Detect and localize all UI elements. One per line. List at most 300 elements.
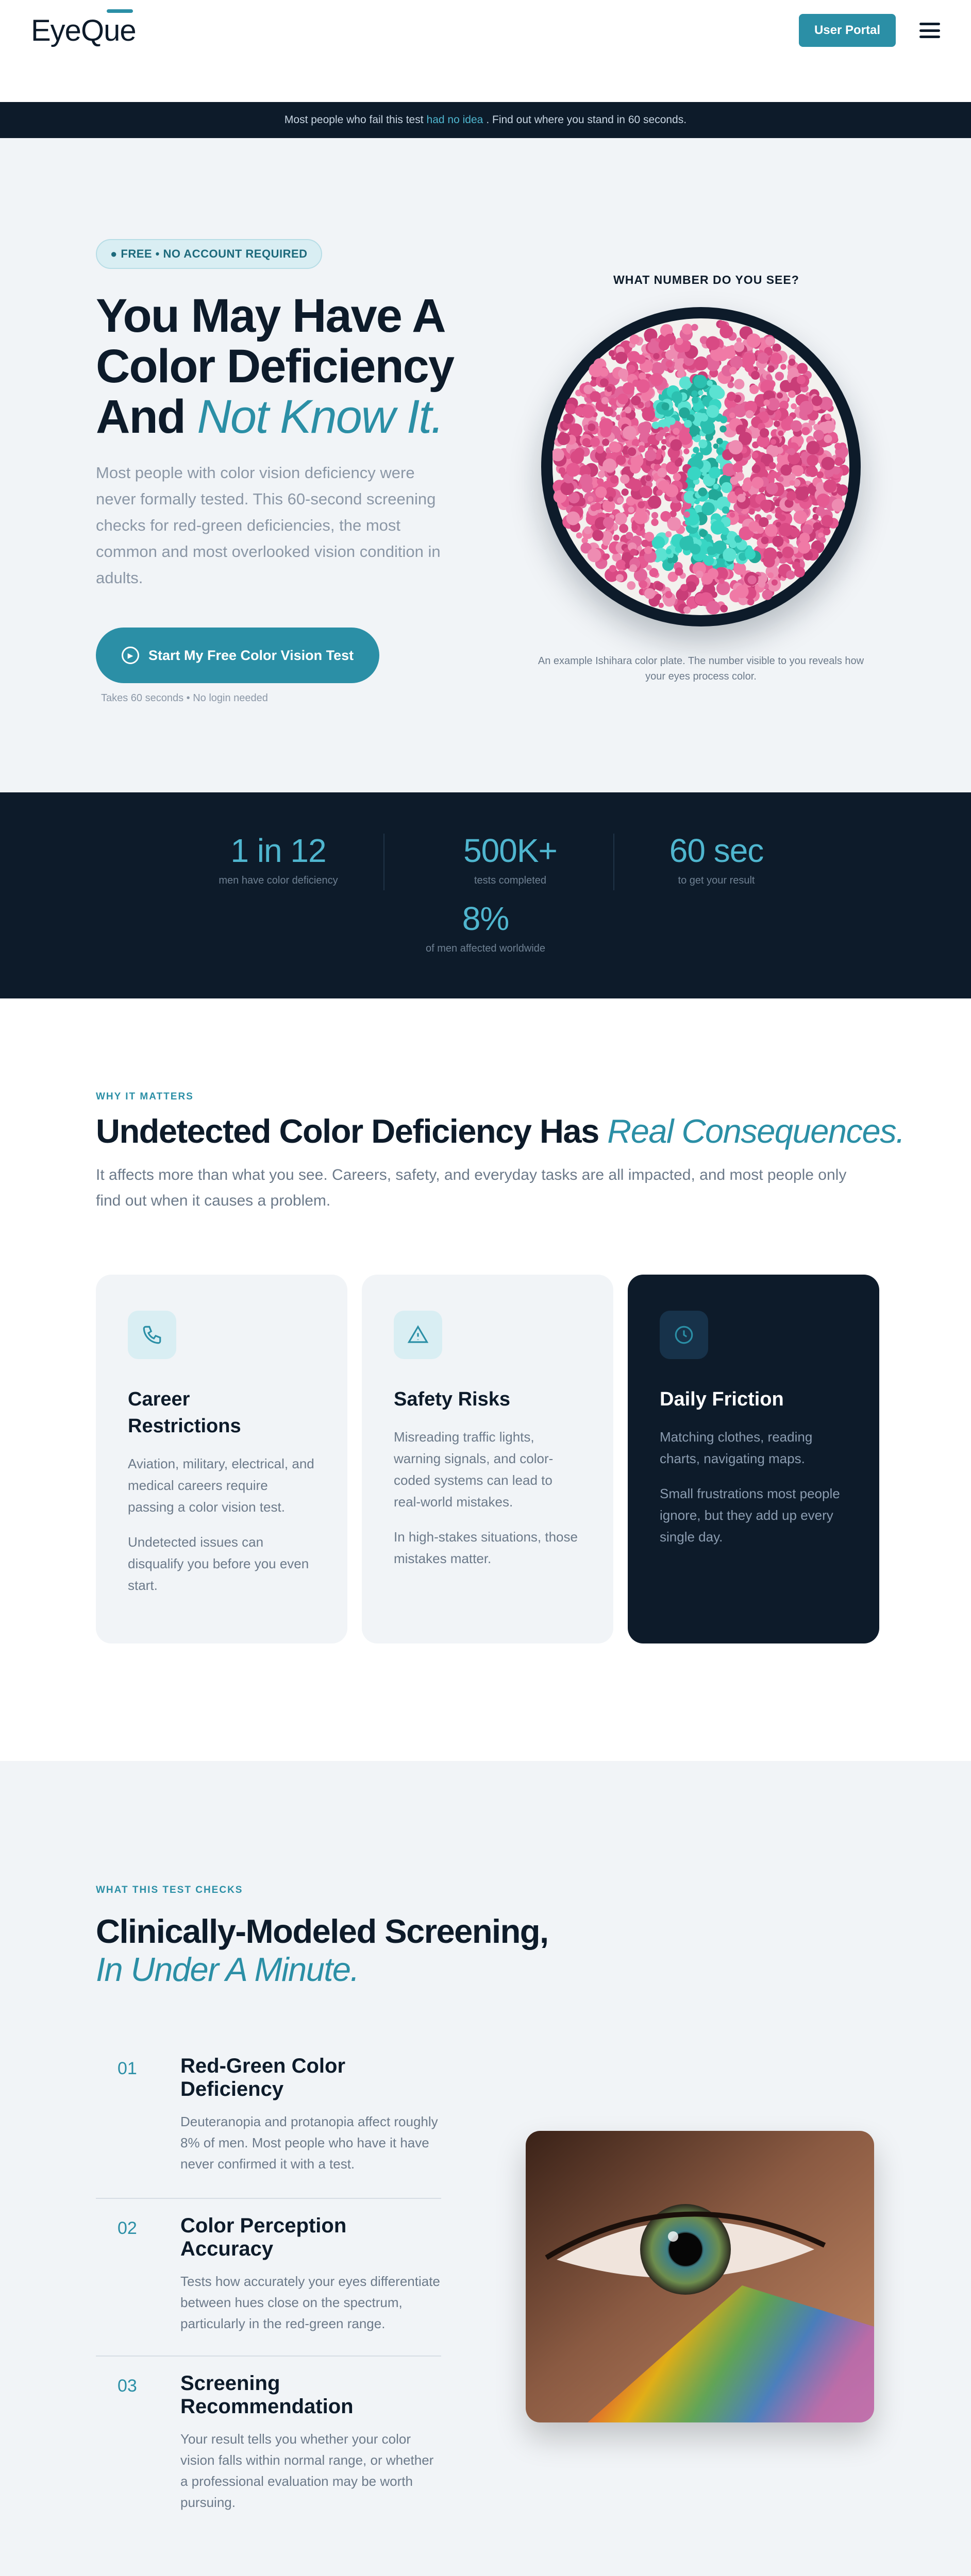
plate-dot [602,538,610,546]
plate-dot [595,486,607,498]
plate-dot [588,496,593,502]
plate-dot [813,430,824,440]
plate-dot [690,429,697,436]
plate-dot [779,515,786,521]
feature-number: 03 [118,2376,137,2396]
plate-dot [790,480,795,486]
plate-dot [729,440,743,454]
plate-dot [780,464,792,476]
plate-dot [629,479,642,491]
plate-dot [666,360,673,367]
plate-dot [692,397,699,404]
plate-dot [752,465,761,473]
plate-dot [775,372,784,381]
plate-dot [771,439,776,445]
plate-dot [657,449,662,455]
plate-dot [591,504,597,511]
plate-dot [707,601,721,615]
plate-dot [745,548,755,557]
plate-dot [797,363,808,374]
plate-dot [801,427,810,435]
plate-dot [606,386,612,392]
plate-dot [729,413,735,418]
plate-dot [822,515,833,527]
plate-dot [623,426,637,440]
user-portal-button[interactable]: User Portal [799,14,896,47]
clinical-title [96,1912,548,1989]
plate-dot [711,521,725,535]
plate-dot [588,423,595,431]
plate-dot [795,466,803,474]
plate-dot [694,357,708,370]
stats-band [0,792,971,998]
plate-dot [627,365,635,373]
plate-dot [602,439,609,446]
plate-dot [656,433,663,441]
plate-dot [695,593,707,605]
feature-number: 02 [118,2218,137,2238]
plate-dot [737,494,746,503]
plate-dot [730,477,738,485]
plate-dot [644,546,652,554]
plate-dot [639,580,647,588]
plate-dot [749,385,759,394]
why-section [0,998,971,1761]
plate-dot [706,336,719,350]
phone-icon [128,1311,176,1359]
plate-dot [679,536,694,551]
plate-dot [727,392,736,401]
plate-dot [691,391,698,397]
why-eyebrow: WHY IT MATTERS [96,1091,194,1102]
plate-dot [628,506,634,513]
plate-dot [823,528,830,535]
plate-dot [823,479,836,493]
plate-dot [645,401,651,408]
plate-dot [576,532,582,538]
plate-dot [688,467,701,481]
plate-dot [698,487,707,496]
plate-dot [834,457,843,466]
plate-dot [701,420,715,434]
stat-label: tests completed [474,875,547,886]
header-actions [799,14,940,47]
plate-dot [664,334,676,346]
why-title-accent: Real Consequences. [607,1112,905,1150]
feature-title: Screening Recommendation [180,2372,354,2418]
plate-dot [641,540,648,547]
plate-dot [593,467,598,472]
plate-dot [650,373,663,386]
plate-dot [667,517,681,531]
card-title: Career Restrictions [128,1388,241,1437]
plate-dot [600,378,609,387]
hero-cta-label: Start My Free Color Vision Test [148,647,354,663]
plate-dot [603,517,614,528]
hamburger-menu-icon[interactable] [919,23,940,38]
why-title [96,1112,905,1150]
plate-dot [598,471,605,478]
plate-dot [616,574,624,582]
safety-card [362,1275,613,1643]
plate-dot [580,474,593,487]
plate-dot [602,553,609,560]
why-subtitle: It affects more than what you see. Careers, safety, and everyday tasks are all impacted, and most people only find out when it causes a problem. [96,1166,847,1209]
plate-dot [682,324,693,334]
plate-dot [832,499,845,512]
plate-dot [617,394,628,404]
plate-dot [639,372,646,380]
stat-item [639,832,794,887]
plate-dot [807,455,818,467]
plate-dot [638,422,650,435]
plate-dot [716,582,730,596]
clinical-eyebrow: WHAT THIS TEST CHECKS [96,1885,243,1895]
plate-dot [590,437,600,447]
plate-dot [645,475,651,481]
plate-dot [709,467,721,479]
plate-dot [617,497,623,503]
card-text: Aviation, military, electrical, and medical careers require passing a color vision test. [128,1456,314,1515]
plate-dot [734,342,744,352]
plate-dot [665,531,672,537]
plate-dot [653,353,659,359]
stat-value: 1 in 12 [230,832,326,869]
plate-dot [623,382,635,395]
plate-dot [752,452,759,459]
plate-dot [599,418,613,432]
plate-dot [666,549,672,554]
plate-dot [681,342,691,352]
stat-item [408,900,563,955]
plate-dot [691,324,698,331]
plate-dot [788,391,796,398]
plate-dot [592,530,604,541]
plate-dot [747,333,761,348]
plate-dot [795,487,809,501]
plate-dot [613,535,620,541]
plate-dot [825,414,831,420]
plate-dot [651,519,658,526]
eyeque-logo[interactable] [31,13,136,48]
plate-dot [765,336,775,346]
plate-dot [824,435,832,443]
plate-dot [721,482,732,493]
plate-dot [735,585,749,598]
notice-text-after: . Find out where you stand in 60 seconds. [486,114,687,126]
plate-dot [778,431,783,436]
plate-dot [794,511,807,524]
feature-desc: Your result tells you whether your color vision falls within normal range, or whether a professional evaluation may be worth pursuing. [180,2431,434,2510]
plate-dot [644,466,651,472]
plate-dot [657,468,667,478]
plate-dot [646,565,652,570]
eye-rainbow-photo [526,2131,874,2422]
card-text: Misreading traffic lights, warning signals, and color-coded systems can lead to real-world mistakes. [394,1429,554,1510]
plate-dot [729,367,737,375]
plate-dot [637,379,650,393]
plate-dot [701,502,714,515]
plate-dot [609,565,616,572]
plate-dot [769,462,776,469]
plate-caption: An example Ishihara color plate. The number visible to you reveals how your eyes process color. [538,655,864,682]
plate-dot [630,564,638,572]
plate-dot [662,402,669,410]
feature-number: 01 [118,2059,137,2078]
plate-dot [630,334,640,344]
plate-dot [742,352,756,366]
hero-start-test-button[interactable] [96,628,379,683]
plate-dot [620,474,629,484]
plate-dot [559,467,565,474]
plate-dot [569,423,582,437]
plate-dot [606,572,613,580]
plate-dot [565,403,576,414]
feature-item [96,2214,441,2334]
plate-dot [596,446,604,453]
plate-dot [763,399,769,405]
stat-value: 500K+ [463,832,557,869]
feature-desc: Tests how accurately your eyes differentiate between hues close on the spectrum, particularly in the red-green range. [180,2274,440,2331]
plate-dot [789,367,798,377]
plate-dot [627,581,635,590]
hero-subtitle: Most people with color vision deficiency were never formally tested. This 60-second screening checks for red-green deficiencies, the most common and most overlooked vision condition in adults. [96,464,441,587]
plate-dot [608,496,614,502]
plate-dot [597,478,604,485]
plate-dot [655,594,662,601]
plate-dot [642,408,656,421]
plate-dot [644,588,655,599]
plate-dot [723,548,736,562]
plate-dot [762,589,773,600]
plate-dot [779,523,793,537]
plate-dot [820,537,826,543]
plate-dot [816,471,824,479]
card-text-secondary: In high-stakes situations, those mistakes matter. [394,1529,578,1566]
plate-dot [630,549,637,556]
plate-dot [680,584,688,591]
plate-dot [648,496,661,509]
logo-text-main: EyeQ [31,13,104,47]
plate-dot [655,582,664,591]
plate-dot [616,560,626,570]
plate-dot [716,438,723,445]
plate-dot [766,483,778,495]
warning-icon [394,1311,442,1359]
plate-dot [696,571,704,579]
plate-dot [673,428,679,435]
stat-label: of men affected worldwide [426,943,545,954]
plate-dot [720,605,728,613]
plate-dot [822,457,835,470]
plate-dot [772,536,783,547]
plate-dot [748,575,757,584]
plate-dot [759,412,768,421]
why-title-main: Undetected Color Deficiency Has [96,1112,599,1150]
hero-title-line1: You May Have A [96,290,445,342]
plate-dot [719,325,733,338]
plate-dot [757,352,768,364]
stat-divider [383,834,384,890]
plate-dot [708,489,719,500]
stat-item [433,832,588,887]
plate-dot [582,438,591,447]
plate-dot [611,443,621,452]
plate-dot [729,540,737,548]
plate-dot [704,556,714,566]
plate-dot [589,363,602,377]
plate-dot [619,524,628,533]
hero-title-accent: Not Know It. [197,391,443,443]
plate-dot [777,393,783,399]
plate-question: WHAT NUMBER DO YOU SEE? [613,273,799,286]
plate-dot [733,563,746,575]
plate-dot [668,417,676,425]
plate-dot [693,447,699,453]
plate-dot [763,555,775,567]
play-icon: ▶ [122,647,139,664]
plate-dot [659,603,664,608]
plate-dot [797,376,806,384]
plate-dot [760,428,769,437]
clock-icon [660,1311,708,1359]
plate-dot [626,532,633,539]
plate-dot [684,420,692,428]
plate-dot [760,500,772,511]
plate-dot [766,374,772,380]
plate-dot [683,606,691,614]
plate-dot [813,522,821,531]
feature-divider [96,2198,441,2199]
plate-dot [601,397,609,404]
plate-dot [602,459,616,472]
plate-dot [671,439,682,451]
plate-dot [674,364,679,369]
plate-dot [640,485,652,498]
plate-dot [713,484,719,489]
hero-fine-print: Takes 60 seconds • No login needed [101,692,268,704]
plate-dot [771,353,782,365]
plate-dot [694,375,707,388]
plate-dot [622,488,629,496]
notice-text-before: Most people who fail this test [284,114,424,126]
plate-dot [560,482,574,495]
logo-text-tail: ue [104,13,136,47]
plate-dot [665,350,675,360]
plate-dot [799,401,813,415]
clinical-section [0,1761,971,2576]
plate-dot [733,463,743,472]
stat-value: 60 sec [669,832,764,869]
plate-dot [616,455,626,465]
plate-dot [778,477,784,482]
feature-title: Color Perception Accuracy [180,2214,347,2260]
plate-dot [665,591,672,598]
plate-dot [637,354,646,364]
plate-dot [638,501,645,509]
plate-dot [730,512,735,517]
notice-bar [0,102,971,138]
plate-dot [665,484,678,497]
plate-dot [700,414,708,421]
card-text: Matching clothes, reading charts, navigating maps. [660,1429,813,1466]
notice-link[interactable]: had no idea [426,114,483,126]
plate-dot [563,413,574,423]
plate-dot [745,410,754,418]
plate-dot [610,475,618,483]
plate-dot [631,396,641,405]
card-title: Safety Risks [394,1388,511,1410]
hero-title [96,291,488,442]
plate-dot [633,510,647,524]
stat-value: 8% [462,900,509,937]
plate-dot [675,567,683,575]
plate-dot [719,426,726,432]
plate-dot [836,484,848,496]
plate-dot [765,524,778,537]
feature-item [96,2055,441,2175]
plate-dot [584,527,592,534]
plate-dot [650,338,656,344]
plate-dot [788,448,795,455]
plate-dot [707,380,713,386]
plate-dot [707,546,714,553]
hero-section [0,138,971,792]
stat-item [201,832,356,887]
plate-dot [786,491,796,501]
plate-dot [619,370,628,380]
plate-dot [661,445,666,450]
plate-dot [630,463,641,473]
plate-dot [789,473,795,480]
plate-dot [651,512,658,519]
plate-dot [761,537,769,545]
plate-dot [770,471,778,479]
plate-dot [645,450,657,462]
plate-dot [806,441,819,454]
plate-dot [788,359,795,366]
plate-dot [806,466,816,476]
plate-dot [791,420,802,432]
plate-dot [709,385,723,399]
plate-dot [663,427,669,432]
plate-dot [782,547,794,558]
plate-dot [698,390,703,395]
plate-dot [695,452,703,461]
plate-dot [588,549,601,563]
plate-dot [631,524,638,531]
plate-dot [716,455,724,463]
plate-dot [699,529,707,537]
plate-dot [786,570,795,580]
plate-dot [767,365,775,372]
plate-dot [602,500,615,513]
plate-dot [615,352,628,364]
plate-dot [673,394,682,404]
ishihara-plate [541,307,861,626]
plate-dot [719,578,725,584]
plate-dot [557,432,570,445]
plate-dot [583,385,593,394]
plate-dot [780,364,786,370]
plate-dot [667,558,673,564]
plate-dot [834,443,842,450]
plate-dot [582,405,595,418]
plate-dot [758,581,765,588]
plate-dot [675,459,682,467]
hero-title-line2: Color Deficiency [96,340,454,393]
feature-item [96,2372,441,2513]
